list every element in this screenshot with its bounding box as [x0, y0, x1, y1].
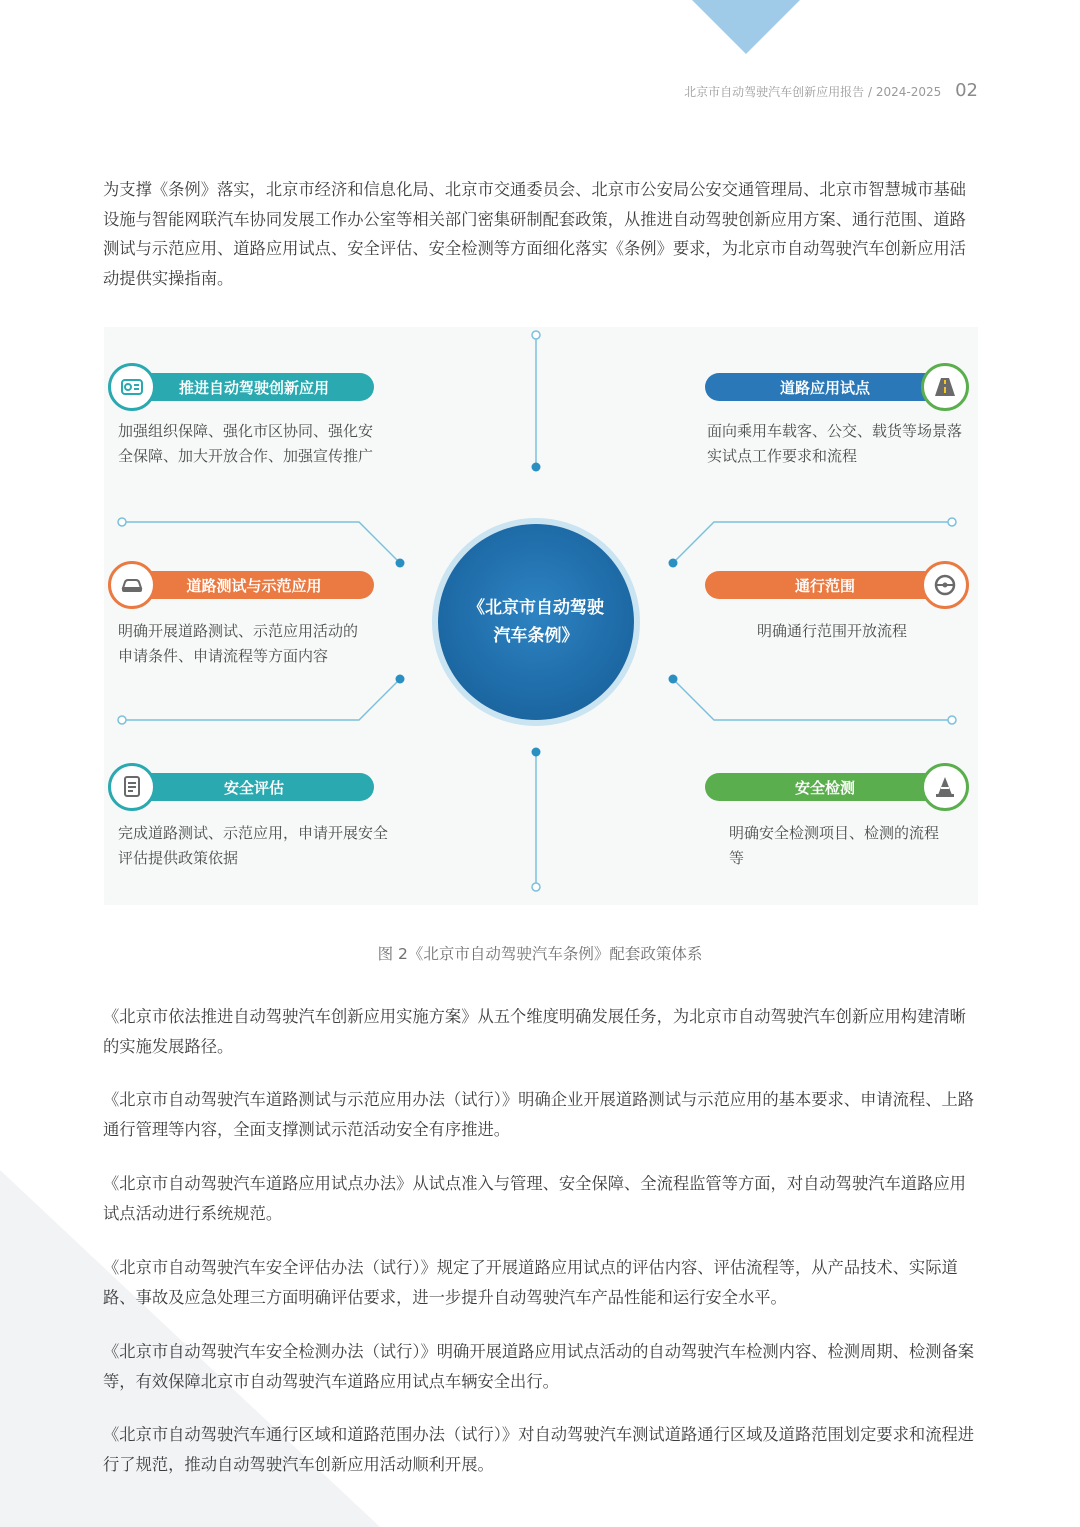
node-innovation-desc: 加强组织保障、强化市区协同、强化安全保障、加大开放合作、加强宣传推广 [118, 422, 374, 465]
steering-icon [921, 561, 969, 609]
policy-paragraph: 《北京市依法推进自动驾驶汽车创新应用实施方案》从五个维度明确发展任务，为北京市自动驾驶汽车创新应用构建清晰的实施发展路径。 [103, 1007, 966, 1056]
policy-paragraph: 《北京市自动驾驶汽车通行区域和道路范围办法（试行）》对自动驾驶汽车测试道路通行区域及道路范围划定要求和流程进行了规范，推动自动驾驶汽车创新应用活动顺利开展。 [103, 1425, 975, 1474]
node-road-pilot [699, 361, 978, 521]
road-icon [921, 363, 969, 411]
policy-paragraph: 《北京市自动驾驶汽车道路应用试点办法》从试点准入与管理、安全保障、全流程监管等方面，对自动驾驶汽车道路应用试点活动进行系统规范。 [103, 1174, 966, 1223]
node-access-range-desc: 明确通行范围开放流程 [757, 622, 908, 640]
node-innovation-bar: 推进自动驾驶创新应用 [134, 373, 374, 401]
node-access-range-bar: 通行范围 [705, 571, 945, 599]
policy-paragraph: 《北京市自动驾驶汽车安全检测办法（试行）》明确开展道路应用试点活动的自动驾驶汽车检测内容、检测周期、检测备案等，有效保障北京市自动驾驶汽车道路应用试点车辆安全出行。 [103, 1342, 975, 1391]
traffic-cone-icon [921, 763, 969, 811]
node-safety-evaluation [104, 763, 394, 893]
node-safety-inspection-bar: 安全检测 [705, 773, 945, 801]
running-header [684, 80, 978, 101]
policy-paragraph: 《北京市自动驾驶汽车安全评估办法（试行）》规定了开展道路应用试点的评估内容、评估流程等，从产品技术、实际道路、事故及应急处理三方面明确评估要求，进一步提升自动驾驶汽车产品性能和运行安全水平。 [103, 1258, 958, 1307]
node-safety-evaluation-desc: 完成道路测试、示范应用，申请开展安全评估提供政策依据 [118, 824, 389, 867]
page-number: 02 [955, 80, 978, 101]
header-triangle-decoration [692, 0, 800, 54]
node-road-test-bar: 道路测试与示范应用 [134, 571, 374, 599]
node-road-test [104, 563, 394, 693]
node-road-pilot-desc: 面向乘用车载客、公交、载货等场景落实试点工作要求和流程 [707, 422, 963, 465]
center-title: 《北京市自动驾驶汽车条例》 [468, 598, 604, 646]
node-safety-inspection [699, 763, 978, 893]
node-road-test-desc: 明确开展道路测试、示范应用活动的申请条件、申请流程等方面内容 [118, 622, 359, 665]
node-access-range [699, 563, 978, 693]
policy-paragraph: 《北京市自动驾驶汽车道路测试与示范应用办法（试行）》明确企业开展道路测试与示范应用的基本要求、申请流程、上路通行管理等内容，全面支撑测试示范活动安全有序推进。 [103, 1090, 975, 1139]
center-regulation-circle [438, 524, 634, 720]
document-icon [108, 763, 156, 811]
running-title: 北京市自动驾驶汽车创新应用报告 / 2024-2025 [684, 85, 942, 99]
figure-caption: 图 2《北京市自动驾驶汽车条例》配套政策体系 [377, 945, 703, 963]
node-road-pilot-bar: 道路应用试点 [705, 373, 945, 401]
node-safety-inspection-desc: 明确安全检测项目、检测的流程等 [729, 824, 940, 867]
policy-system-figure [104, 327, 978, 905]
node-innovation [104, 361, 394, 521]
node-safety-evaluation-bar: 安全评估 [134, 773, 374, 801]
intro-paragraph: 为支撑《条例》落实，北京市经济和信息化局、北京市交通委员会、北京市公安局公安交通管理局、北京市智慧城市基础设施与智能网联汽车协同发展工作办公室等相关部门密集研制配套政策，从推进自动驾驶创新应用方案、通行范围、道路测试与示范应用、道路应用试点、安全评估、安全检测等方面细化落实《条例》要求，为北京市自动驾驶汽车创新应用活动提供实操指南。 [103, 180, 966, 288]
car-dashboard-icon [108, 363, 156, 411]
car-icon [108, 561, 156, 609]
